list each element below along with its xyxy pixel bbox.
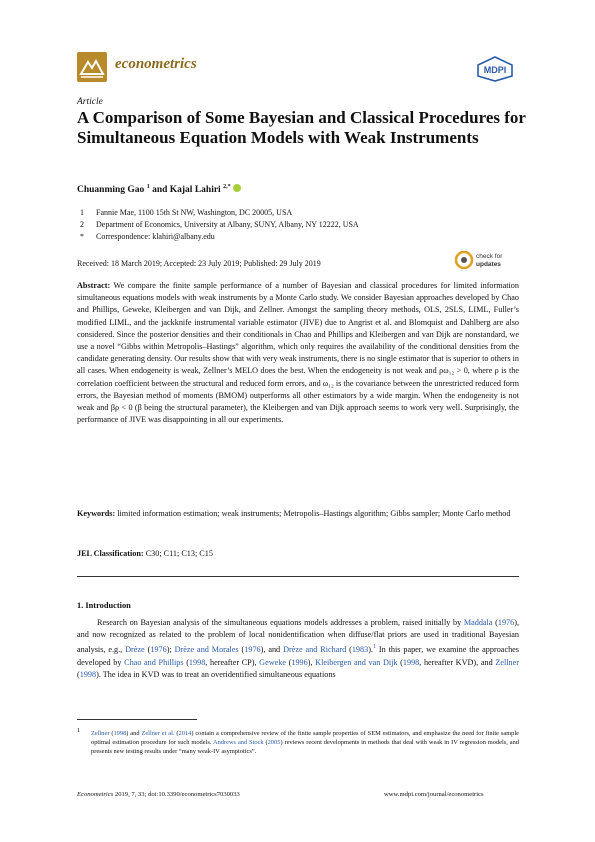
citation-link[interactable]: 1998 xyxy=(188,657,206,667)
citation-link[interactable]: 1998 xyxy=(79,669,97,679)
citation-link[interactable]: 1976 xyxy=(150,645,167,655)
svg-text:MDPI: MDPI xyxy=(483,65,507,75)
author-1[interactable]: Chuanming Gao xyxy=(77,185,145,195)
affiliation-2: 2 Department of Economics, University at Albany, SUNY, Albany, NY 12222, USA xyxy=(80,220,359,229)
author-2[interactable]: and Kajal Lahiri xyxy=(149,185,221,195)
citation-link[interactable]: 2005 xyxy=(267,739,281,747)
intro-paragraph: Research on Bayesian analysis of the simultaneous equations models addresses a problem, raised initially by Maddala (1976), and now recognized as related to the problem of local nonidentification when diffuse/flat priors are used in traditional Bayesian analysis, e.g., Drèze (1976); Drèze and Morales (1976), and Drèze and Richard (1983).$^1$ In this paper, we examine the approaches developed by Chao and Phillips (1998, hereafter CP), Geweke (1996), Kleibergen and van Dijk (1998, hereafter KVD), and Zellner (1998). The idea in KVD was to treat an overidentified simultaneous equations xyxy=(77,618,519,679)
journal-name[interactable]: econometrics xyxy=(115,56,197,72)
abstract xyxy=(77,280,519,426)
section-heading: 1. Introduction xyxy=(77,601,131,610)
citation-link[interactable]: Zellner xyxy=(91,730,110,737)
svg-text:check for: check for xyxy=(476,253,503,260)
citation-link[interactable]: Kleibergen and van Dijk xyxy=(315,657,398,667)
orcid-icon[interactable] xyxy=(233,184,241,192)
author-2-affil: 2,* xyxy=(223,184,231,190)
check-for-updates-button[interactable] xyxy=(454,250,524,270)
citation-link[interactable]: Zellner xyxy=(495,657,519,667)
jel-classification xyxy=(77,549,213,558)
citation-link[interactable]: 2014 xyxy=(178,730,192,737)
svg-text:updates: updates xyxy=(476,261,501,268)
citation-link[interactable]: Geweke xyxy=(259,657,286,667)
citation-link[interactable]: Zellner et al. xyxy=(141,730,175,737)
divider xyxy=(77,576,519,577)
affiliation-1: 1 Fannie Mae, 1100 15th St NW, Washington, DC 20005, USA xyxy=(80,208,293,217)
footnote-divider xyxy=(77,719,197,720)
citation-link[interactable]: 1996 xyxy=(291,657,308,667)
keywords-text: limited information estimation; weak instruments; Metropolis–Hastings algorithm; Gibbs sampler; Monte Carlo method xyxy=(115,509,511,518)
citation-link[interactable]: Drèze xyxy=(125,645,145,655)
citation-link[interactable]: Chao and Phillips xyxy=(124,657,184,667)
article-type: Article xyxy=(77,97,103,107)
footnote-number: 1 xyxy=(77,727,81,734)
journal-logo-icon xyxy=(77,52,107,82)
abstract-label: Abstract: xyxy=(77,281,111,290)
citation-link[interactable]: Maddala xyxy=(463,618,493,627)
citation-link[interactable]: 1976 xyxy=(497,618,515,627)
keywords xyxy=(77,508,519,520)
citation-link[interactable]: Drèze and Richard xyxy=(283,645,347,655)
mdpi-logo-icon[interactable] xyxy=(475,56,515,82)
author-1-affil: 1 xyxy=(146,184,150,190)
jel-label: JEL Classification: xyxy=(77,549,144,558)
authors xyxy=(77,184,241,195)
correspondence: * Correspondence: klahiri@albany.edu xyxy=(80,232,215,241)
article-title: A Comparison of Some Bayesian and Classical Procedures for Simultaneous Equation Models with Weak Instruments xyxy=(77,108,526,147)
citation-link[interactable]: 1983 xyxy=(351,645,369,655)
footnote-ref[interactable]: 1 xyxy=(372,644,376,651)
footnote: 1 Zellner (1998) and Zellner et al. (2014) contain a comprehensive review of the finite sample properties of SEM estimators, and emphasize the need for finite sample optimal estimation procedure for such models. Andrews and Stock (2005) reviews recent developments in methods that deal with weak in IV regression models, and presents new testing results under “many weak-IV asymptotics”. xyxy=(77,727,519,755)
abstract-text: We compare the finite sample performance of a number of Bayesian and classical procedures for limited information simultaneous equations models with weak instruments by a Monte Carlo study. We consider Bayesian approaches developed by Chao and Phillips, Geweke, Kleibergen and van Dijk, and Zellner. Amongst the sampling theory methods, OLS, 2SLS, LIML, Fuller’s modified LIML, and the jackknife instrumental variable estimator (JIVE) due to Angrist et al. and Blomquist and Dahlberg are also considered. Since the posterior densities and their conditionals in Chao and Phillips and Kleibergen and van Dijk are nonstandard, we use a novel “Gibbs within Metropolis–Hastings” algorithm, which only requires the availability of the conditional densities from the candidate generating density. Our results show that with very weak instruments, there is no single estimator that is superior to others in all cases. When endogeneity is weak, Zellner’s MELO does the best. When the endogeneity is not weak and ρω₁₂ > 0, where ρ is the correlation coefficient between the structural and reduced form errors, and ω₁₂ is the covariance between the unrestricted reduced form errors, the Bayesian method of moments (BMOM) outperforms all other estimators by a wide margin. When the endogeneity is not weak and βρ < 0 (β being the structural parameter), the Kleibergen and van Dijk approach seems to work very well. Surprisingly, the performance of JIVE was disappointing in all our experiments. xyxy=(77,281,519,425)
citation-link[interactable]: 1976 xyxy=(244,645,261,655)
citation-link[interactable]: 1998 xyxy=(113,730,127,737)
keywords-label: Keywords: xyxy=(77,509,116,518)
publication-dates: Received: 18 March 2019; Accepted: 23 July 2019; Published: 29 July 2019 xyxy=(77,259,321,268)
citation-link[interactable]: Drèze and Morales xyxy=(174,645,239,655)
jel-text: C30; C11; C13; C15 xyxy=(143,549,213,558)
citation-link[interactable]: Andrews and Stock xyxy=(212,739,264,747)
journal-url[interactable]: www.mdpi.com/journal/econometrics xyxy=(384,791,484,798)
citation-link[interactable]: 1998 xyxy=(402,657,420,667)
citation-footer: Econometrics 2019, 7, 33; doi:10.3390/econometrics7030033 xyxy=(77,791,240,798)
